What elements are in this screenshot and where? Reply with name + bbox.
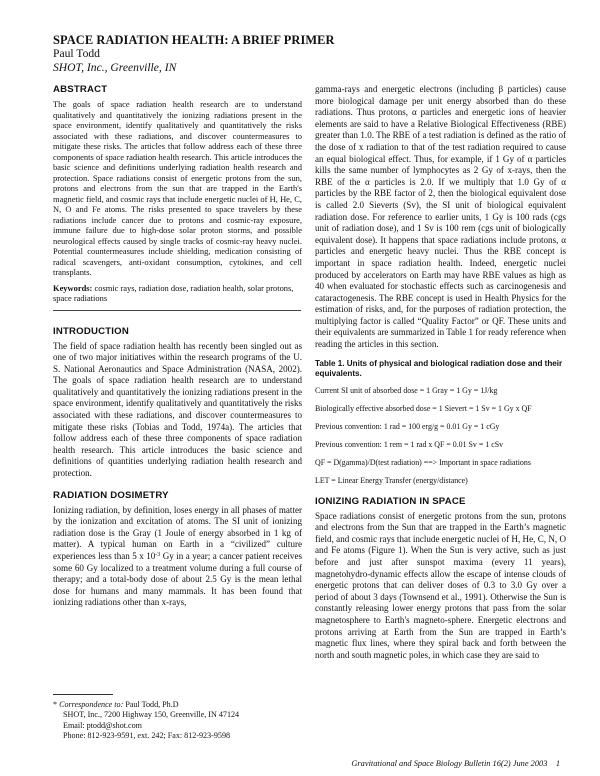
dosimetry-exponent: -3 — [155, 552, 161, 558]
abstract-section — [53, 84, 302, 304]
correspondence-label: Correspondence to: — [59, 700, 124, 709]
table-row: QF = D(gamma)/D(test radiation) ==> Important in space radiations — [315, 457, 531, 467]
correspondence-address: SHOT, Inc., 7200 Highway 150, Greenville, IN 47124 — [63, 710, 240, 720]
author-name: Paul Todd — [53, 47, 100, 60]
article-header — [53, 33, 353, 75]
correspondence-name: Paul Todd, Ph.D — [125, 700, 179, 709]
abstract-text: The goals of space radiation health research are to understand qualitatively and quantitatively the ionizing radiations present in the space environment, identify qualitatively and quantitatively the risks associated with these radiations, and discover countermeasures to mitigate these risks. The articles that follow address each of these three components of space radiation health research. This article introduces the basic science and definitions underlying radiation health research and protection. Space radiations consist of energetic protons from the sun, protons and electrons from the sun that are trapped in the Earth's magnetic field, and cosmic rays that include energetic nuclei of H, He, C, N, O and Fe atoms. The risks presented to space travelers by these radiations include cancer due to protons and cosmic-ray exposure, immune failure due to high-dose solar proton storms, and possible neurological effects caused by single tracks of cosmic-ray heavy nuclei. Potential countermeasures include shielding, medication consisting of radical scavengers, anti-oxidant consumption, cytokines, and cell transplants. — [53, 99, 302, 277]
abstract-heading: ABSTRACT — [53, 84, 108, 95]
right-column — [315, 84, 566, 661]
dosimetry-heading: RADIATION DOSIMETRY — [53, 489, 169, 501]
page-footer — [351, 759, 560, 768]
author-affiliation: SHOT, Inc., Greenville, IN — [53, 61, 177, 74]
page-number: 1 — [555, 759, 560, 768]
table-row: Biologically effective absorbed dose = 1 Sievert = 1 Sv = 1 Gy x QF — [315, 403, 532, 413]
introduction-section — [53, 326, 302, 480]
table-row: Previous convention: 1 rem = 1 rad x QF = 0.01 Sv = 1 cSv — [315, 439, 504, 449]
units-table — [315, 359, 566, 486]
footnote-marker: * — [53, 700, 58, 709]
introduction-heading: INTRODUCTION — [53, 325, 129, 337]
correspondence-phone: Phone: 812-923-9591, ext. 242; Fax: 812-923-9598 — [63, 730, 231, 740]
journal-citation: Gravitational and Space Biology Bulletin 16(2) June 2003 — [351, 759, 548, 768]
section-divider — [53, 310, 301, 311]
dosimetry-text — [53, 505, 302, 609]
correspondence-email: Email: ptodd@shot.com — [63, 720, 142, 730]
table-row: Previous convention: 1 rad = 100 erg/g = 0.01 Gy = 1 cGy — [315, 421, 500, 431]
dosimetry-text-part-a: Ionizing radiation, by definition, loses energy in all phases of matter by the ionization and excitation of atoms. The SI unit of ionizing radiation dose is the Gray (1 Joule of energy absorbed in 1 kg of matter). A typical human on Earth in a “civilized” culture experiences less than 5 x 10 — [53, 504, 302, 561]
keywords-line — [53, 283, 302, 304]
ionizing-heading: IONIZING RADIATION IN SPACE — [315, 495, 466, 507]
dosimetry-text-part-b: Gy in a year; a cancer patient receives some 60 Gy localized to a treatment volume during a full course of therapy; and a total-body dose of about 2.5 Gy is the mean lethal dose for humans and many mammals. It has been found that ionizing radiations other than x-rays, — [53, 551, 302, 608]
ionizing-text: Space radiations consist of energetic protons from the sun, protons and electrons from the Sun that are trapped in the Earth’s magnetic field, and cosmic rays that include energetic nuclei of H, He, C, N, O and Fe atoms (Figure 1). When the Sun is very active, such as just before and just after sunspot maxima (every 11 years), magnetohydro-dynamic effects allow the escape of intense clouds of energetic protons that can deliver doses of 0.3 to 3.0 Gy over a period of about 3 days (Townsend et al., 1991). Otherwise the Sun is constantly releasing lower energy protons that pass from the solar magnetosphere to Earth's magneto-sphere. Energetic electrons and protons arriving at Earth from the Sun are trapped in Earth’s magnetic flux lines, where they spiral back and forth between the north and south magnetic poles, in which case they are said to — [315, 510, 566, 660]
left-column — [53, 84, 302, 609]
table-row: LET = Linear Energy Transfer (energy/distance) — [315, 475, 468, 485]
table-row: Current SI unit of absorbed dose = 1 Gray = 1 Gy = 1J/kg — [315, 385, 498, 395]
paper-title: SPACE RADIATION HEALTH: A BRIEF PRIMER — [53, 33, 335, 47]
rbe-text: gamma-rays and energetic electrons (including β particles) cause more biological damage per unit energy absorbed than do these radiations. Thus protons, α particles and energetic ions of heavier elements are said to have a Relative Biological Effectiveness (RBE) greater than 1.0. The RBE of a test radiation is defined as the ratio of the dose of x radiation to that of the test radiation required to cause an equal biological effect. Thus, for example, if 1 Gy of α particles kills the same number of lymphocytes as 2 Gy of x-rays, then the RBE of the α particles is 2.0. If we multiply that 1.0 Gy of α particles by the RBE factor of 2, then the biological equivalent dose is called 2.0 Sieverts (Sv), the SI unit of biological equivalent radiation dose. For reference to earlier units, 1 Gy is 100 rads (cgs unit of radiation dose), and 1 Sv is 100 rem (cgs unit of biologically equivalent dose). It happens that space radiations include protons, α particles and energetic heavy nuclei. Thus the RBE concept is important in space radiation health. Indeed, energetic nuclei produced by accelerators on Earth may have RBE values as high as 40 when evaluated for stochastic effects such as carcinogenesis and cataractogenesis. The RBE concept is used in Health Physics for the estimation of risks, and, for the purposes of radiation protection, the multiplying factor is called “Quality Factor” or QF. These units and their equivalents are summarized in Table 1 for ready reference when reading the articles in this section. — [315, 84, 566, 350]
footnote-divider — [53, 694, 113, 695]
introduction-text: The field of space radiation health has recently been singled out as one of two major initiatives within the research programs of the U. S. National Aeronautics and Space Administration (NASA, 2002). The goals of space radiation health research are to understand qualitatively and quantitatively the ionizing radiations present in the space environment, identify qualitatively and quantitatively the risks associated with these radiations, and discover countermeasures to mitigate these risks (Tobias and Todd, 1974a). The articles that follow address each of these three components of space radiation health research. This article introduces the basic science and definitions of quantities underlying radiation health research and protection. — [53, 340, 302, 479]
correspondence-footnote — [53, 700, 302, 741]
keywords-text: cosmic rays, radiation dose, radiation health, solar protons, space radiations — [53, 282, 294, 303]
dosimetry-section — [53, 490, 302, 609]
ionizing-section — [315, 496, 566, 662]
table-title: Table 1. Units of physical and biological radiation dose and their equivalents. — [315, 358, 563, 378]
keywords-label: Keywords: — [53, 282, 93, 293]
